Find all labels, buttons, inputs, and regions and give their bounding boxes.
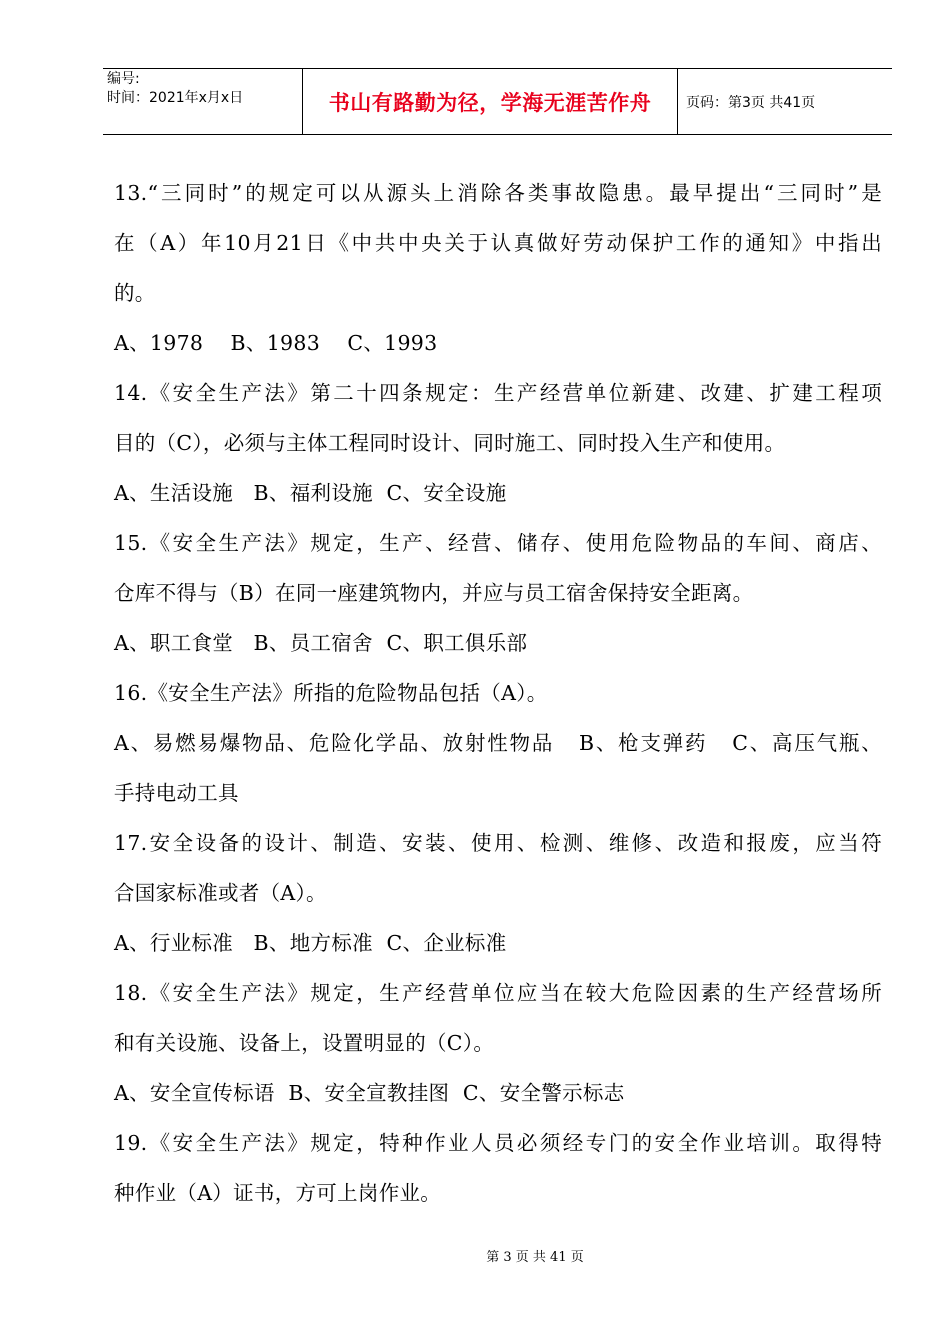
options-line: A、职工食堂 B、员工宿舍 C、职工俱乐部 xyxy=(114,631,528,655)
options-line: A、易燃易爆物品、危险化学品、放射性物品 B、枪支弹药 C、高压气瓶、 xyxy=(114,731,882,755)
options-line: A、安全宣传标语 B、安全宣教挂图 C、安全警示标志 xyxy=(114,1081,625,1105)
text-line: 16.《安全生产法》所指的危险物品包括（A）。 xyxy=(114,681,548,705)
text-line: 合国家标准或者（A）。 xyxy=(114,881,327,905)
text-line: 仓库不得与（B）在同一座建筑物内，并应与员工宿舍保持安全距离。 xyxy=(114,581,754,605)
text-line: 19.《安全生产法》规定，特种作业人员必须经专门的安全作业培训。取得特 xyxy=(114,1131,882,1155)
text-line: 手持电动工具 xyxy=(114,781,239,805)
time-label: 时间：2021年x月x日 xyxy=(107,90,244,106)
text-line: 目的（C），必须与主体工程同时设计、同时施工、同时投入生产和使用。 xyxy=(114,431,786,455)
text-line: 15.《安全生产法》规定，生产、经营、储存、使用危险物品的车间、商店、 xyxy=(114,531,882,555)
header-meta xyxy=(103,69,303,134)
text-line: 在（A）年10月21日《中共中央关于认真做好劳动保护工作的通知》中指出 xyxy=(114,231,882,255)
header-motto-cell xyxy=(303,69,678,134)
text-line: 17.安全设备的设计、制造、安装、使用、检测、维修、改造和报废，应当符 xyxy=(114,831,882,855)
text-line: 14.《安全生产法》第二十四条规定：生产经营单位新建、改建、扩建工程项 xyxy=(114,381,882,405)
text-line: 18.《安全生产法》规定，生产经营单位应当在较大危险因素的生产经营场所 xyxy=(114,981,882,1005)
text-line: 的。 xyxy=(114,281,156,305)
document-body xyxy=(114,168,882,1218)
text-line: 13.“三同时”的规定可以从源头上消除各类事故隐患。最早提出“三同时”是 xyxy=(114,181,882,205)
page-header xyxy=(103,68,892,135)
options-line: A、生活设施 B、福利设施 C、安全设施 xyxy=(114,481,507,505)
number-label: 编号: xyxy=(107,71,140,87)
text-line: 和有关设施、设备上，设置明显的（C）。 xyxy=(114,1031,495,1055)
options-line: A、行业标准 B、地方标准 C、企业标准 xyxy=(114,931,507,955)
page-footer: 第 3 页 共 41 页 xyxy=(486,1250,584,1265)
motto: 书山有路勤为径，学海无涯苦作舟 xyxy=(328,90,652,115)
header-page-info: 页码：第3页 共41页 xyxy=(686,94,816,111)
options-line: A、1978 B、1983 C、1993 xyxy=(114,331,438,355)
text-line: 种作业（A）证书，方可上岗作业。 xyxy=(114,1181,442,1205)
